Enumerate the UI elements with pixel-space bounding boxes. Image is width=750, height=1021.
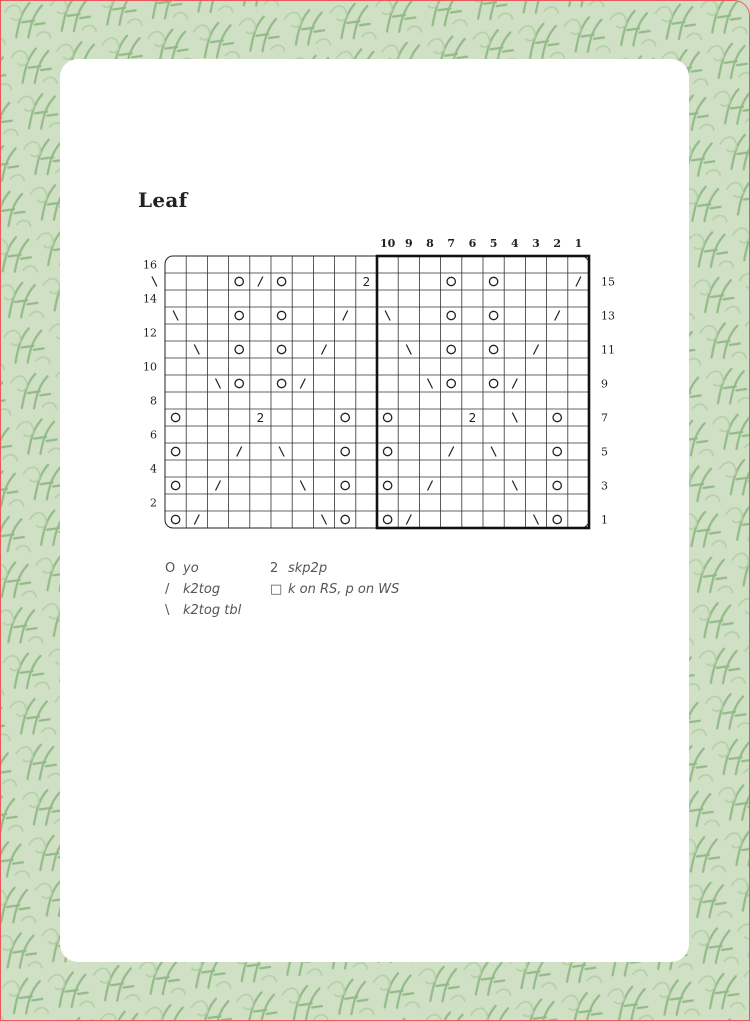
k2tog-tbl-symbol [152,277,157,287]
row-number-label-right: 9 [601,377,608,391]
column-number-label: 7 [447,237,456,250]
column-number-label: 6 [468,237,477,250]
row-number-label-right: 11 [601,343,615,357]
page-title: Leaf [138,188,188,212]
row-number-label-left: 16 [143,258,157,272]
legend-symbol: O [165,561,176,576]
legend-label: k2tog [183,582,221,597]
row-number-label-left: 8 [150,394,157,408]
legend-label: yo [183,561,199,576]
row-number-label-left: 6 [150,428,157,442]
legend-symbol: 2 [270,561,279,576]
skp2p-symbol: 2 [256,411,265,425]
legend-label: skp2p [288,561,328,576]
row-number-label-right: 13 [601,309,615,323]
column-number-label: 5 [489,237,498,250]
legend-label: k on RS, p on WS [288,582,400,597]
row-number-label-right: 5 [601,445,608,459]
row-number-label-left: 2 [150,496,157,510]
column-number-label: 1 [574,237,583,250]
column-number-label: 4 [510,237,519,250]
column-number-label: 2 [553,237,562,250]
column-number-label: 3 [532,237,540,250]
row-number-label-left: 12 [143,326,157,340]
row-number-label-left: 4 [150,462,157,476]
row-number-label-right: 7 [601,411,608,425]
row-number-label-right: 15 [601,275,615,289]
legend-symbol: \ [165,603,170,618]
row-number-label-right: 3 [601,479,608,493]
row-number-label-right: 1 [601,513,608,527]
skp2p-symbol: 2 [468,411,477,425]
legend-symbol: □ [270,582,283,597]
column-number-label: 8 [426,237,434,250]
legend-label: k2tog tbl [183,603,242,618]
row-number-label-left: 14 [143,292,157,306]
legend-symbol: / [165,582,170,597]
column-number-label: 9 [404,237,413,250]
column-number-label: 10 [379,237,396,250]
skp2p-symbol: 2 [362,275,371,289]
row-number-label-left: 10 [143,360,157,374]
